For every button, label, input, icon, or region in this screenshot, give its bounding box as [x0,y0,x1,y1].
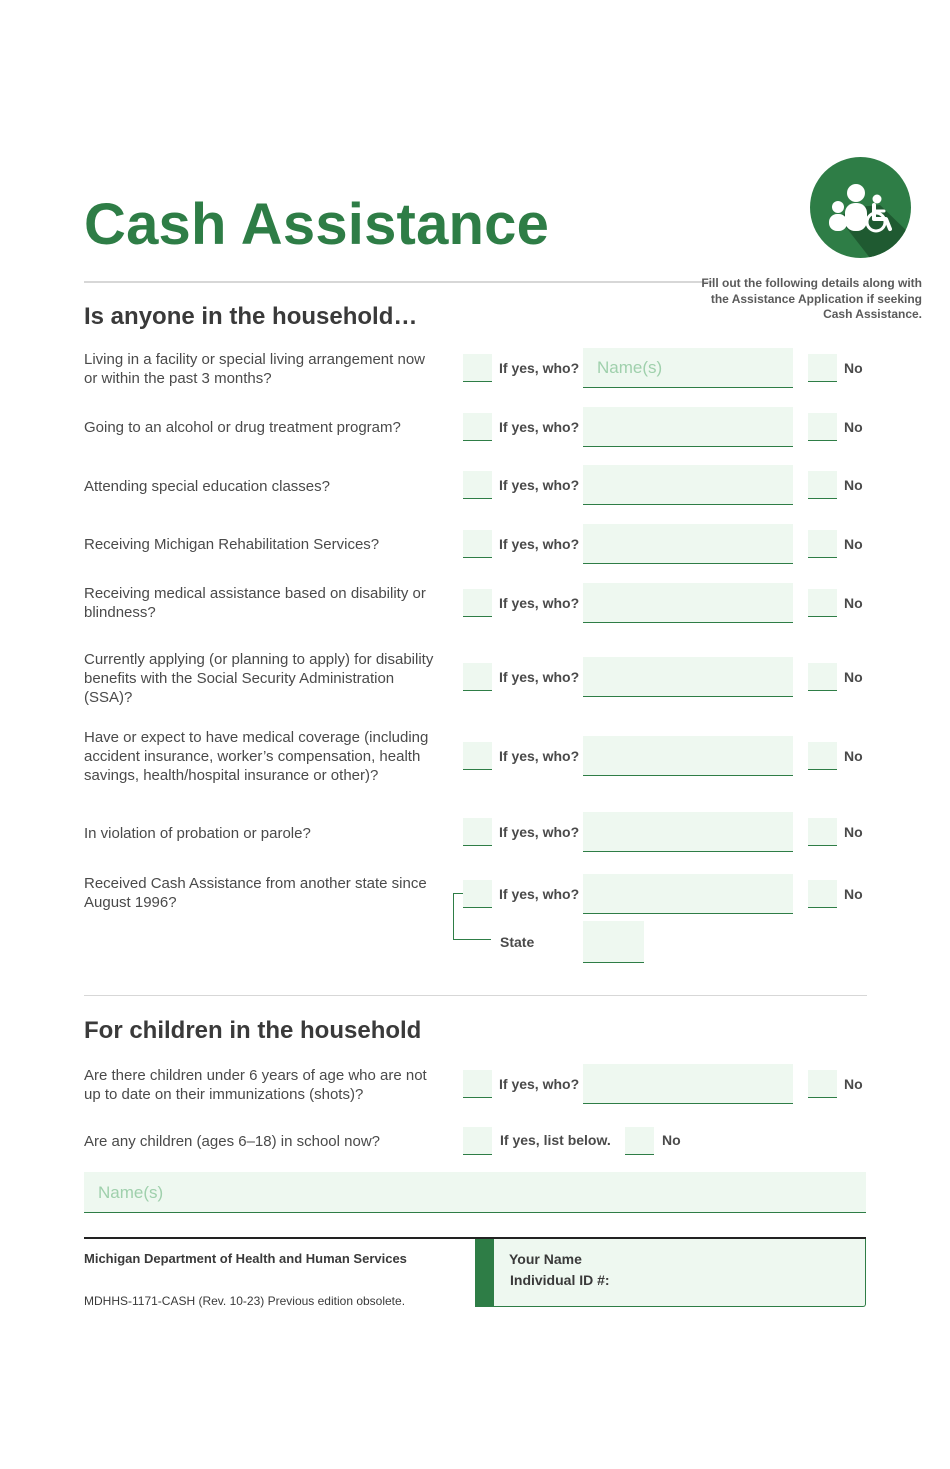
question-rehabilitation: Receiving Michigan Rehabilitation Services? [84,536,380,553]
names-input-immunizations[interactable] [583,1064,793,1104]
question-in-school: Are any children (ages 6–18) in school now? [84,1133,381,1150]
yes-checkbox-treatment[interactable] [463,413,492,441]
agency-name: Michigan Department of Health and Human Services [84,1251,407,1266]
question-medical-coverage: Have or expect to have medical coverage (including accident insurance, worker’s compensation, health savings, health/hospital insurance or other)? [84,729,429,784]
state-bracket-tick [453,893,463,894]
section-divider [84,995,867,996]
no-checkbox-treatment[interactable] [808,413,837,441]
no-checkbox-rehabilitation[interactable] [808,530,837,558]
no-label: No [844,360,863,376]
no-checkbox-special-education[interactable] [808,471,837,499]
if-yes-label: If yes, who? [499,669,580,685]
form-number: MDHHS-1171-CASH (Rev. 10-23) Previous edition obsolete. [84,1294,406,1308]
if-yes-label: If yes, who? [499,419,580,435]
question-immunizations: Are there children under 6 years of age who are not up to date on their immunizations (shots)? [84,1067,427,1103]
no-label: No [844,824,863,840]
state-input[interactable] [583,921,644,963]
if-yes-label: If yes, who? [499,360,580,376]
question-other-state-cash: Received Cash Assistance from another state since August 1996? [84,875,427,911]
question-medical-assistance: Receiving medical assistance based on disability or blindness? [84,585,426,621]
if-yes-label: If yes, who? [499,824,580,840]
page-title: Cash Assistance [84,192,550,257]
yes-checkbox-rehabilitation[interactable] [463,530,492,558]
no-label: No [844,669,863,685]
no-checkbox-medical-assistance[interactable] [808,589,837,617]
names-input-other-state-cash[interactable] [583,874,793,914]
question-treatment: Going to an alcohol or drug treatment program? [84,419,401,436]
names-input-ssa-disability[interactable] [583,657,793,697]
yes-checkbox-facility[interactable] [463,354,492,382]
state-label: State [500,934,535,950]
yes-checkbox-in-school[interactable] [463,1127,492,1155]
no-label: No [662,1132,681,1148]
people-disability-icon [810,157,911,258]
names-input-treatment[interactable] [583,407,793,447]
if-yes-label: If yes, who? [499,595,580,611]
names-input-facility[interactable]: Name(s) [583,348,793,388]
no-label: No [844,477,863,493]
question-facility: Living in a facility or special living arrangement now or within the past 3 months? [84,351,426,387]
yes-checkbox-medical-coverage[interactable] [463,742,492,770]
if-yes-label: If yes, who? [499,748,580,764]
no-checkbox-other-state-cash[interactable] [808,880,837,908]
no-label: No [844,419,863,435]
yes-checkbox-other-state-cash[interactable] [463,880,492,908]
no-checkbox-ssa-disability[interactable] [808,663,837,691]
no-checkbox-probation[interactable] [808,818,837,846]
names-input-medical-assistance[interactable] [583,583,793,623]
names-input-rehabilitation[interactable] [583,524,793,564]
applicant-id-accent-bar [475,1239,494,1307]
names-input-special-education[interactable] [583,465,793,505]
if-yes-label: If yes, who? [499,886,580,902]
no-checkbox-facility[interactable] [808,354,837,382]
no-label: No [844,536,863,552]
children-names-input[interactable]: Name(s) [84,1172,866,1213]
yes-checkbox-special-education[interactable] [463,471,492,499]
no-label: No [844,748,863,764]
individual-id-label: Individual ID #: [510,1272,610,1288]
names-input-probation[interactable] [583,812,793,852]
no-checkbox-medical-coverage[interactable] [808,742,837,770]
yes-checkbox-medical-assistance[interactable] [463,589,492,617]
no-checkbox-immunizations[interactable] [808,1070,837,1098]
question-special-education: Attending special education classes? [84,478,330,495]
no-label: No [844,1076,863,1092]
household-heading: Is anyone in the household… [84,303,418,330]
instruction-note: Fill out the following details along with the Assistance Application if seeking Cash Assistance. [701,276,922,321]
if-yes-label: If yes, who? [499,1076,580,1092]
yes-checkbox-immunizations[interactable] [463,1070,492,1098]
no-label: No [844,886,863,902]
names-input-medical-coverage[interactable] [583,736,793,776]
if-yes-label: If yes, who? [499,536,580,552]
no-label: No [844,595,863,611]
children-heading: For children in the household [84,1017,422,1044]
question-ssa-disability: Currently applying (or planning to apply) for disability benefits with the Social Security Administration (SSA)? [84,651,434,706]
if-yes-label: If yes, who? [499,477,580,493]
header-divider [84,281,713,283]
question-probation: In violation of probation or parole? [84,825,311,842]
no-checkbox-in-school[interactable] [625,1127,654,1155]
if-yes-list-label: If yes, list below. [500,1132,611,1148]
yes-checkbox-ssa-disability[interactable] [463,663,492,691]
your-name-label: Your Name [509,1251,582,1267]
yes-checkbox-probation[interactable] [463,818,492,846]
